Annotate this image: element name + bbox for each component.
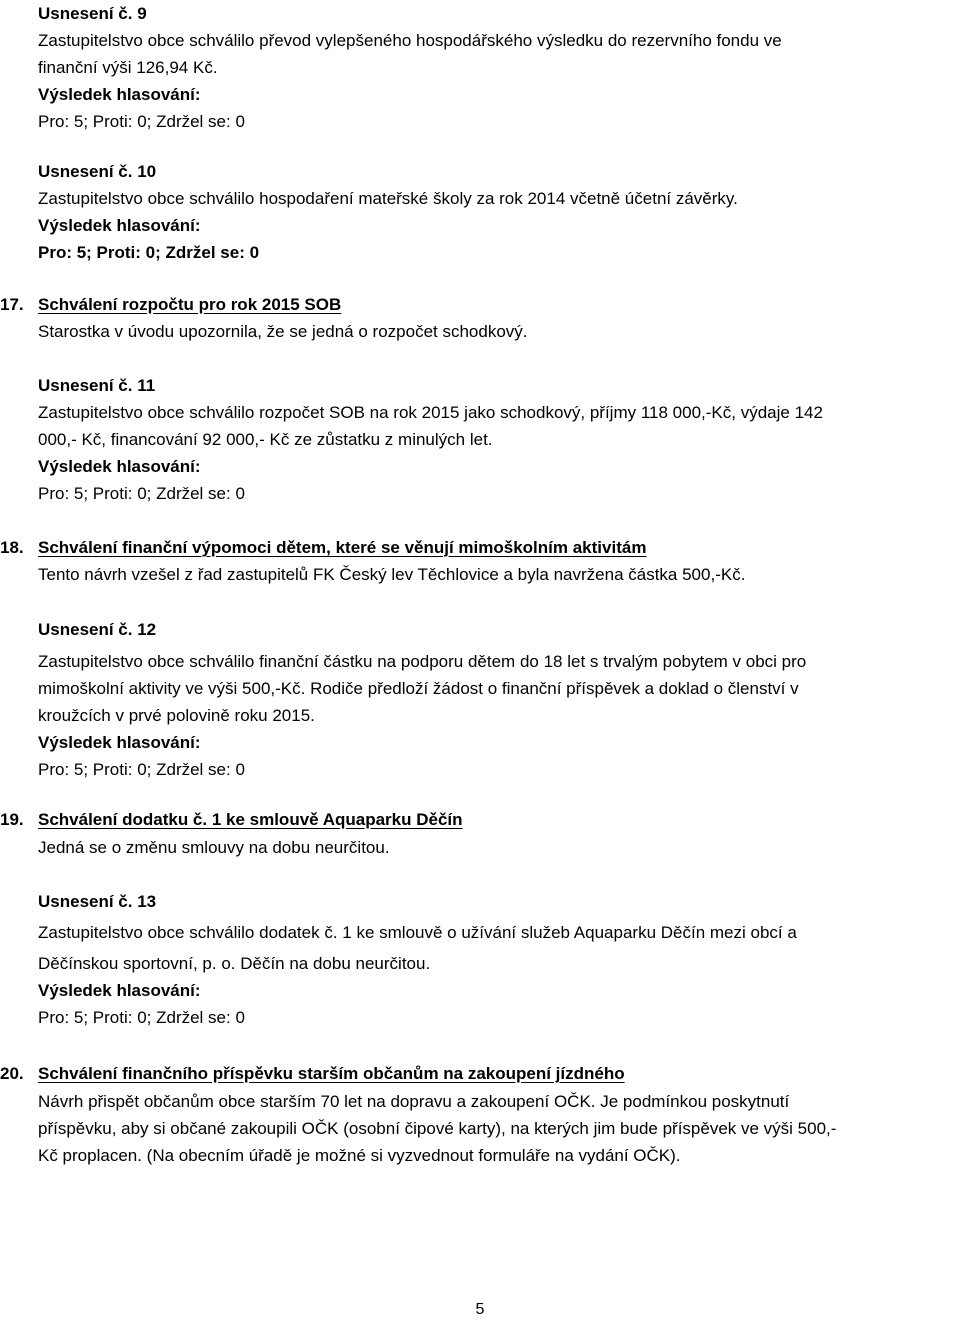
resolution-10: [38, 158, 948, 266]
resolution-13: [38, 888, 948, 1031]
vote-label: Výsledek hlasování:: [38, 85, 201, 104]
vote-result: Pro: 5; Proti: 0; Zdržel se: 0: [38, 760, 245, 779]
resolution-title: Usnesení č. 10: [38, 162, 157, 181]
resolution-text: Zastupitelstvo obce schválilo finanční částku na podporu dětem do 18 let s trvalým pobytem v obci pro: [38, 652, 807, 671]
section-number: 19.: [0, 810, 24, 829]
resolution-text: 000,- Kč, financování 92 000,- Kč ze zůstatku z minulých let.: [38, 430, 493, 449]
vote-label: Výsledek hlasování:: [38, 733, 201, 752]
vote-result: Pro: 5; Proti: 0; Zdržel se: 0: [38, 1008, 245, 1027]
section-text: Tento návrh vzešel z řad zastupitelů FK Český lev Těchlovice a byla navržena částka 500,-Kč.: [38, 565, 746, 584]
resolution-11: [38, 372, 948, 507]
vote-label: Výsledek hlasování:: [38, 457, 201, 476]
resolution-text: mimoškolní aktivity ve výši 500,-Kč. Rodiče předloží žádost o finanční příspěvek a doklad o členství v: [38, 679, 799, 698]
section-text: Jedná se o změnu smlouvy na dobu neurčitou.: [38, 838, 390, 857]
vote-result: Pro: 5; Proti: 0; Zdržel se: 0: [38, 243, 260, 262]
resolution-text: kroužcích v prvé polovině roku 2015.: [38, 706, 315, 725]
section-title: Schválení finančního příspěvku starším občanům na zakoupení jízdného: [38, 1064, 625, 1083]
resolution-title: Usnesení č. 11: [38, 376, 156, 395]
section-heading-19: [0, 806, 463, 833]
section-text: příspěvku, aby si občané zakoupili OČK (osobní čipové karty), na kterých jim bude příspěvek ve výši 500,-: [38, 1119, 837, 1138]
section-number: 18.: [0, 538, 24, 557]
section-number: 20.: [0, 1064, 24, 1083]
resolution-text: finanční výši 126,94 Kč.: [38, 58, 218, 77]
resolution-text: Děčínskou sportovní, p. o. Děčín na dobu neurčitou.: [38, 954, 431, 973]
section-text: Návrh přispět občanům obce starším 70 let na dopravu a zakoupení OČK. Je podmínkou poskytnutí: [38, 1092, 790, 1111]
vote-label: Výsledek hlasování:: [38, 216, 201, 235]
vote-result: Pro: 5; Proti: 0; Zdržel se: 0: [38, 484, 245, 503]
resolution-12: [38, 616, 948, 783]
section-text: Starostka v úvodu upozornila, že se jedná o rozpočet schodkový.: [38, 322, 528, 341]
section-title: Schválení rozpočtu pro rok 2015 SOB: [38, 295, 342, 314]
resolution-title: Usnesení č. 12: [38, 620, 157, 639]
section-number: 17.: [0, 295, 24, 314]
resolution-title: Usnesení č. 13: [38, 892, 157, 911]
resolution-9: [38, 0, 948, 135]
section-text-18: [38, 561, 948, 588]
section-heading-17: [0, 291, 341, 318]
section-heading-18: [0, 534, 646, 561]
section-heading-20: [0, 1060, 625, 1087]
resolution-text: Zastupitelstvo obce schválilo dodatek č. 1 ke smlouvě o užívání služeb Aquaparku Děčín mezi obcí a: [38, 923, 797, 942]
section-text-17: [38, 318, 948, 345]
resolution-title: Usnesení č. 9: [38, 4, 147, 23]
section-text-19: [38, 834, 948, 861]
section-text-20: [38, 1088, 948, 1169]
section-title: Schválení finanční výpomoci dětem, které se věnují mimoškolním aktivitám: [38, 538, 647, 557]
resolution-text: Zastupitelstvo obce schválilo rozpočet SOB na rok 2015 jako schodkový, příjmy 118 000,-Kč, výdaje 142: [38, 403, 823, 422]
resolution-text: Zastupitelstvo obce schválilo převod vylepšeného hospodářského výsledku do rezervního fondu ve: [38, 31, 782, 50]
page-number: 5: [475, 1301, 485, 1318]
resolution-text: Zastupitelstvo obce schválilo hospodaření mateřské školy za rok 2014 včetně účetní závěrky.: [38, 189, 738, 208]
vote-result: Pro: 5; Proti: 0; Zdržel se: 0: [38, 112, 245, 131]
section-title: Schválení dodatku č. 1 ke smlouvě Aquaparku Děčín: [38, 810, 463, 829]
section-text: Kč proplacen. (Na obecním úřadě je možné si vyzvednout formuláře na vydání OČK).: [38, 1146, 681, 1165]
vote-label: Výsledek hlasování:: [38, 981, 201, 1000]
